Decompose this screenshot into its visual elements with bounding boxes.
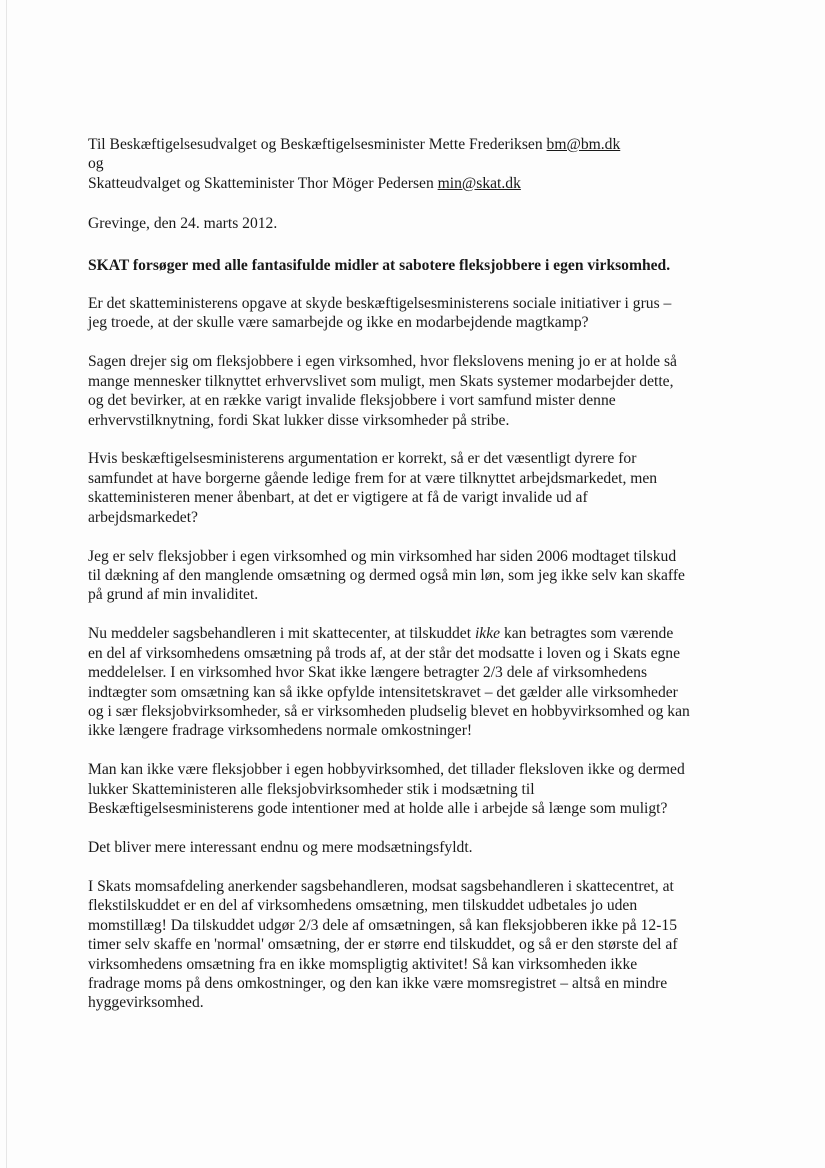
paragraph-text: kan betragtes som værende: [500, 625, 674, 643]
paragraph-line: Det bliver mere interessant endnu og mere modsætningsfyldt.: [88, 838, 473, 856]
paragraph-line: Er det skatteministerens opgave at skyde beskæftigelsesministerens sociale initiativer i grus –: [88, 295, 672, 313]
paragraph-line: jeg troede, at der skulle være samarbejde og ikke en modarbejdende magtkamp?: [88, 314, 589, 332]
letter-title: SKAT forsøger med alle fantasifulde midler at sabotere fleksjobbere i egen virksomhed.: [88, 256, 671, 274]
paragraph-line: til dækning af den manglende omsætning og dermed også min løn, som jeg ikke selv kan skaffe: [88, 567, 685, 584]
paragraph-line: timer selv skaffe en 'normal' omsætning, der er større end tilskuddet, og så er den største del af: [88, 936, 678, 954]
paragraph-line: mange mennesker tilknyttet erhvervslivet som muligt, men Skats systemer modarbejder dette,: [88, 372, 674, 390]
paragraph-line: meddelelser. I en virksomhed hvor Skat ikke længere betragter 2/3 dele af virksomhedens: [88, 664, 648, 682]
addressee-2-text: Skatteudvalget og Skatteminister Thor Möger Pedersen: [88, 174, 438, 192]
paragraph-2: [88, 352, 738, 430]
paragraph-line: I Skats momsafdeling anerkender sagsbehandleren, modsat sagsbehandleren i skattecentret, at: [88, 877, 674, 895]
addressee-connector: og: [88, 155, 104, 173]
paragraph-line: skatteministeren mener åbenbart, at det er vigtigere at få de varigt invalide ud af: [88, 489, 588, 507]
date-line: Grevinge, den 24. marts 2012.: [88, 215, 278, 233]
paragraph-line: arbejdsmarkedet?: [88, 508, 198, 526]
paragraph-8: [88, 877, 738, 1013]
addressee-line-2: [88, 174, 738, 193]
email-link-bm[interactable]: bm@bm.dk: [546, 136, 621, 153]
paragraph-line: og det bevirker, at en række varigt invalide fleksjobbere i vort samfund mister denne: [88, 392, 616, 410]
email-link-skat[interactable]: min@skat.dk: [437, 174, 521, 192]
paragraph-line: fradrage moms på dens omkostninger, og den kan ikke være momsregistret – altså en mindre: [88, 974, 668, 992]
paragraph-line: Hvis beskæftigelsesministerens argumentation er korrekt, så er det væsentligt dyrere for: [88, 450, 637, 468]
addressee-line-1: [88, 135, 738, 154]
paragraph-line: virksomhedens omsætning fra en ikke momspligtig aktivitet! Så kan virksomheden ikke: [88, 955, 638, 973]
paragraph-line: en del af virksomhedens omsætning på trods af, at der står det modsatte i loven og i Skats egne: [88, 644, 680, 662]
letter-body: [88, 135, 738, 1013]
paragraph-line: flekstilskuddet er en del af virksomhedens omsætning, men tilskuddet udbetales jo uden: [88, 897, 638, 915]
emphasis-word: ikke: [474, 625, 501, 643]
paragraph-7: [88, 838, 738, 857]
paragraph-line: Sagen drejer sig om fleksjobbere i egen virksomhed, hvor flekslovens mening jo er at holde så: [88, 353, 677, 371]
paragraph-line: og i sær fleksjobvirksomheder, så er virksomheden pludselig blevet en hobbyvirksomhed og kan: [88, 702, 690, 720]
paragraph-text: Nu meddeler sagsbehandleren i mit skattecenter, at tilskuddet: [88, 625, 475, 643]
paragraph-4: [88, 547, 738, 605]
paragraph-line: indtægter som omsætning kan så ikke opfylde intensitetskravet – det gælder alle virksomheder: [88, 683, 678, 701]
paragraph-line: på grund af min invaliditet.: [88, 586, 259, 604]
paragraph-line: Man kan ikke være fleksjobber i egen hobbyvirksomhed, det tillader fleksloven ikke og dermed: [88, 761, 685, 779]
paragraph-3: [88, 449, 738, 527]
paragraph-line: lukker Skatteministeren alle fleksjobvirksomheder stik i modsætning til: [88, 780, 535, 798]
paragraph-6: [88, 760, 738, 818]
paragraph-line: Beskæftigelsesministerens gode intentioner med at holde alle i arbejde så længe som muligt?: [88, 800, 668, 818]
scan-edge-line: [6, 0, 7, 1168]
paragraph-line: Jeg er selv fleksjobber i egen virksomhed og min virksomhed har siden 2006 modtaget tilskud: [88, 547, 677, 565]
paragraph-line: [88, 624, 738, 643]
addressee-1-text: Til Beskæftigelsesudvalget og Beskæftigelsesminister Mette Frederiksen: [88, 136, 547, 153]
paragraph-line: samfundet at have borgerne gående ledige frem for at være tilknyttet arbejdsmarkedet, men: [88, 469, 658, 487]
paragraph-line: momstillæg! Da tilskuddet udgør 2/3 dele af omsætningen, så kan fleksjobberen ikke på 12-15: [88, 916, 677, 934]
paragraph-line: hyggevirksomhed.: [88, 994, 204, 1012]
paragraph-1: [88, 294, 738, 333]
paragraph-line: ikke længere fradrage virksomhedens normale omkostninger!: [88, 722, 473, 740]
paragraph-line: erhvervstilknytning, fordi Skat lukker disse virksomheder på stribe.: [88, 411, 510, 429]
paragraph-5: [88, 624, 738, 740]
